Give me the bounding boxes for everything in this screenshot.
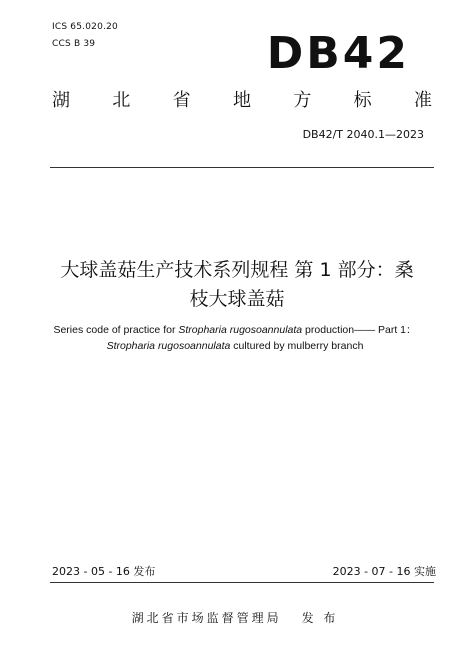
english-title-text: cultured by mulberry branch [230, 340, 364, 352]
standard-type-char: 方 [293, 90, 312, 111]
header-divider [50, 167, 434, 168]
standard-type-char: 地 [232, 90, 251, 111]
publisher-name: 湖北省市场监督管理局 [131, 611, 282, 625]
chinese-title [40, 256, 434, 314]
english-title-text: Series code of practice for [53, 324, 179, 336]
db42-logo: DB42 [266, 28, 410, 79]
ics-code: ICS 65.020.20 [52, 22, 118, 32]
publisher [0, 609, 470, 626]
publisher-action: 发 布 [301, 611, 339, 625]
standard-type-char: 北 [112, 90, 131, 111]
species-name: Stropharia rugosoannulata [106, 340, 231, 352]
standard-number: DB42/T 2040.1—2023 [302, 128, 424, 141]
chinese-title-line-2: 枝大球盖菇 [189, 288, 285, 310]
species-name: Stropharia rugosoannulata [178, 324, 303, 336]
standard-type-char: 准 [413, 90, 432, 111]
issue-date: 2023 - 05 - 16 发布 [52, 565, 156, 578]
standard-type-char: 标 [353, 90, 372, 111]
english-title [30, 322, 440, 354]
implementation-date: 2023 - 07 - 16 实施 [332, 565, 436, 578]
standard-type-char: 省 [172, 90, 191, 111]
chinese-title-line-1: 大球盖菇生产技术系列规程 第 1 部分：桑 [60, 259, 414, 281]
english-title-text: production—— Part 1： [302, 324, 417, 336]
ccs-code: CCS B 39 [52, 39, 96, 49]
standard-type [52, 92, 432, 110]
standard-type-char: 湖 [52, 90, 70, 111]
footer-divider [50, 582, 434, 583]
